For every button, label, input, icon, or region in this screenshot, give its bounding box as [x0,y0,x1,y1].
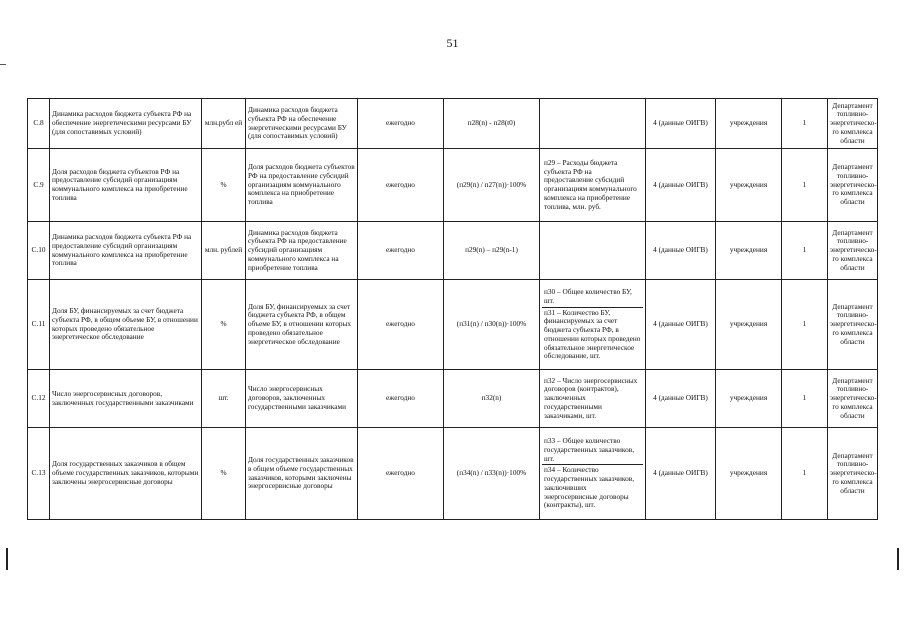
responsible-cell: Департамент топливно-энергетическо-го комплекса области [828,370,878,428]
definition-cell: Доля расходов бюджета субъектов РФ на предоставление субсидий организациям коммунального комплекса на приобретение топлива [246,149,358,222]
variable-definition: п34 – Количество государственных заказчиков, заключивших энергосервисные договоры (контракты), шт. [542,464,643,511]
periodicity-cell: ежегодно [358,370,444,428]
number-cell: 1 [782,149,828,222]
row-code: С.12 [28,370,50,428]
periodicity-cell: ежегодно [358,280,444,370]
page-number: 51 [446,36,459,50]
responsible-cell: Департамент топливно-энергетическо-го комплекса области [828,428,878,520]
variables-cell [540,370,646,428]
table-row [28,222,878,280]
indicator-table [27,98,878,520]
table-row [28,370,878,428]
variable-definition: п31 – Количество БУ, финансируемых за счет бюджета субъекта РФ, в отношении которых проведено обязательное энергетическое обследование, шт. [542,307,643,363]
source-cell: 4 (данные ОИГВ) [646,99,716,149]
indicator-name: Доля государственных заказчиков в общем объеме государственных заказчиков, которыми заключены энергосервисные договоры [50,428,202,520]
number-cell: 1 [782,222,828,280]
formula-cell: п32(n) [444,370,540,428]
unit-cell: % [202,428,246,520]
right-margin-mark [897,548,899,570]
periodicity-cell: ежегодно [358,428,444,520]
periodicity-cell: ежегодно [358,149,444,222]
unit-cell: % [202,280,246,370]
level-cell: учреждения [716,428,782,520]
row-code: С.8 [28,99,50,149]
number-cell: 1 [782,370,828,428]
periodicity-cell: ежегодно [358,99,444,149]
source-cell: 4 (данные ОИГВ) [646,370,716,428]
row-code: С.11 [28,280,50,370]
definition-cell: Доля государственных заказчиков в общем объеме государственных заказчиков, которыми заключены энергосервисные договоры [246,428,358,520]
table-row [28,280,878,370]
level-cell: учреждения [716,222,782,280]
responsible-cell: Департамент топливно-энергетическо-го комплекса области [828,280,878,370]
indicator-name: Динамика расходов бюджета субъекта РФ на обеспечение энергетическими ресурсами БУ (для сопоставимых условий) [50,99,202,149]
source-cell: 4 (данные ОИГВ) [646,149,716,222]
unit-cell: шт. [202,370,246,428]
top-rule [0,64,6,65]
level-cell: учреждения [716,280,782,370]
number-cell: 1 [782,99,828,149]
indicator-table-body [28,99,878,520]
formula-cell: (п34(n) / п33(n))·100% [444,428,540,520]
level-cell: учреждения [716,370,782,428]
row-code: С.13 [28,428,50,520]
level-cell: учреждения [716,149,782,222]
variables-cell [540,222,646,280]
variable-definition: п33 – Общее количество государственных заказчиков, шт. [544,436,635,463]
row-code: С.9 [28,149,50,222]
formula-cell: (п29(n) / п27(n))·100% [444,149,540,222]
definition-cell: Число энергосервисных договоров, заключенных государственными заказчиками [246,370,358,428]
indicator-name: Доля расходов бюджета субъектов РФ на предоставление субсидий организациям коммунального комплекса на приобретение топлива [50,149,202,222]
unit-cell: млн. рублей [202,222,246,280]
periodicity-cell: ежегодно [358,222,444,280]
variables-cell [540,149,646,222]
source-cell: 4 (данные ОИГВ) [646,280,716,370]
responsible-cell: Департамент топливно-энергетическо-го комплекса области [828,149,878,222]
responsible-cell: Департамент топливно-энергетическо-го комплекса области [828,99,878,149]
variables-cell [540,99,646,149]
formula-cell: п28(n) - п28(t0) [444,99,540,149]
unit-cell: млн.рубл ей [202,99,246,149]
row-code: С.10 [28,222,50,280]
definition-cell: Динамика расходов бюджета субъекта РФ на обеспечение энергетическими ресурсами БУ (для сопоставимых условий) [246,99,358,149]
indicator-name: Доля БУ, финансируемых за счет бюджета субъекта РФ, в общем объеме БУ, в отношении которых проведено обязательное энергетическое обследование [50,280,202,370]
number-cell: 1 [782,428,828,520]
variables-cell [540,280,646,370]
source-cell: 4 (данные ОИГВ) [646,428,716,520]
source-cell: 4 (данные ОИГВ) [646,222,716,280]
indicator-name: Динамика расходов бюджета субъекта РФ на предоставление субсидий организациям коммунального комплекса на приобретение топлива [50,222,202,280]
variable-definition: п32 – Число энергосервисных договоров (контрактов), заключенных государственными заказчиками, шт. [544,375,638,420]
unit-cell: % [202,149,246,222]
definition-cell: Доля БУ, финансируемых за счет бюджета субъекта РФ, в общем объеме БУ, в отношении которых проведено обязательное энергетическое обследование [246,280,358,370]
level-cell: учреждения [716,99,782,149]
number-cell: 1 [782,280,828,370]
variable-definition: п29 – Расходы бюджета субъекта РФ на предоставление субсидий организациям коммунального комплекса на приобретение топлива, млн. руб. [544,157,637,211]
table-row [28,428,878,520]
variables-cell [540,428,646,520]
formula-cell: п29(n) – п29(n-1) [444,222,540,280]
indicator-name: Число энергосервисных договоров, заключенных государственными заказчиками [50,370,202,428]
variable-definition: п30 – Общее количество БУ, шт. [544,287,632,305]
responsible-cell: Департамент топливно-энергетическо-го комплекса области [828,222,878,280]
left-margin-mark [6,548,8,570]
table-row [28,99,878,149]
table-row [28,149,878,222]
formula-cell: (п31(n) / п30(n))·100% [444,280,540,370]
definition-cell: Динамика расходов бюджета субъекта РФ на предоставление субсидий организациям коммунального комплекса на приобретение топлива [246,222,358,280]
